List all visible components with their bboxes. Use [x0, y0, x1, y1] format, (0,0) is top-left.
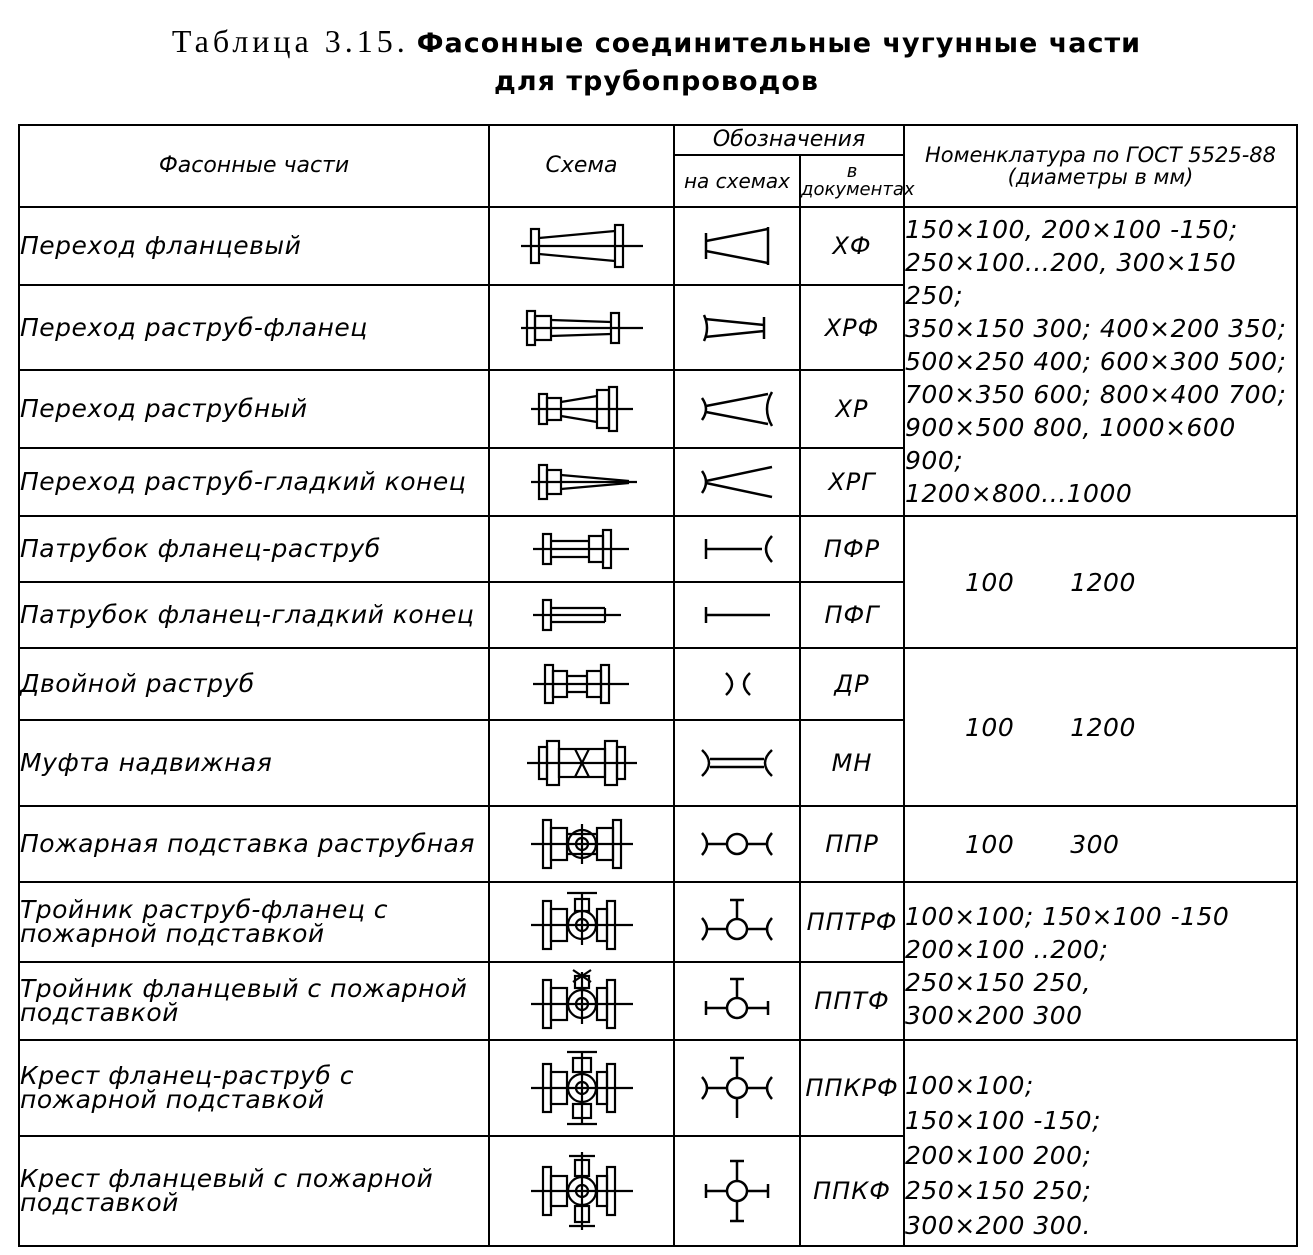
- scheme-cell: [489, 1040, 674, 1136]
- sliding-coupling-diagram: [517, 735, 647, 791]
- nomenclature-to: 300: [1070, 829, 1120, 859]
- flange-spigot-pipe-symbol: [692, 590, 782, 640]
- header-designations: Обозначения: [674, 125, 904, 155]
- row-name: Тройник фланцевый с пожарной подставкой: [19, 962, 489, 1040]
- nomenclature-group-6: [904, 1040, 1297, 1246]
- nomenclature-line: 300×200 300.: [905, 1210, 1092, 1240]
- title-line-1: Фасонные соединительные чугунные части: [416, 28, 1142, 59]
- row-name: Тройник раструб-фланец с пожарной подставкой: [19, 882, 489, 962]
- row-name: Крест фланец-раструб с пожарной подставкой: [19, 1040, 489, 1136]
- row-name: Патрубок фланец-раструб: [19, 516, 489, 582]
- row-code: ПФР: [800, 516, 904, 582]
- symbol-cell: [674, 962, 800, 1040]
- flange-socket-pipe-symbol: [692, 524, 782, 574]
- flanged-reducer-symbol: [692, 221, 782, 271]
- scheme-cell: [489, 1136, 674, 1246]
- header-scheme: Схема: [489, 125, 674, 207]
- scheme-cell: [489, 648, 674, 720]
- symbol-cell: [674, 448, 800, 516]
- fire-hydrant-socket-stand-symbol: [692, 819, 782, 869]
- symbol-cell: [674, 207, 800, 285]
- nomenclature-line: 200×100 200;: [905, 1140, 1092, 1170]
- socket-reducer-diagram: [517, 384, 647, 434]
- scheme-cell: [489, 806, 674, 882]
- scheme-cell: [489, 582, 674, 648]
- row-name: Пожарная подставка раструбная: [19, 806, 489, 882]
- symbol-cell: [674, 582, 800, 648]
- socket-flange-tee-fire-stand-symbol: [692, 892, 782, 952]
- table-title: [0, 22, 1313, 101]
- scheme-cell: [489, 962, 674, 1040]
- row-name: Переход раструб-гладкий конец: [19, 448, 489, 516]
- row-name: Переход раструбный: [19, 370, 489, 448]
- nomenclature-group-2: [904, 516, 1297, 648]
- symbol-cell: [674, 882, 800, 962]
- header-on-schemes: на схемах: [674, 155, 800, 207]
- header-parts: Фасонные части: [19, 125, 489, 207]
- flange-socket-pipe-diagram: [517, 524, 647, 574]
- scheme-cell: [489, 882, 674, 962]
- header-nomenclature: Номенклатура по ГОСТ 5525-88 (диаметры в мм): [904, 125, 1297, 207]
- double-socket-symbol: [692, 659, 782, 709]
- flanged-cross-fire-stand-symbol: [692, 1151, 782, 1231]
- sliding-coupling-symbol: [692, 738, 782, 788]
- scheme-cell: [489, 285, 674, 370]
- symbol-cell: [674, 720, 800, 806]
- nomenclature-line: 150×100, 200×100 -150;: [905, 215, 1238, 244]
- flanged-tee-fire-stand-diagram: [517, 968, 647, 1034]
- nomenclature-line: 250×150 250,: [905, 968, 1092, 997]
- socket-flange-tee-fire-stand-diagram: [517, 889, 647, 955]
- socket-reducer-symbol: [692, 384, 782, 434]
- row-code: ХФ: [800, 207, 904, 285]
- row-code: ППТФ: [800, 962, 904, 1040]
- nomenclature-line: 250×150 250;: [905, 1175, 1092, 1205]
- flanged-reducer-diagram: [517, 221, 647, 271]
- fittings-table: [18, 124, 1298, 1247]
- symbol-cell: [674, 806, 800, 882]
- fire-hydrant-socket-stand-diagram: [517, 814, 647, 874]
- nomenclature-group-4: [904, 806, 1297, 882]
- row-code: ХР: [800, 370, 904, 448]
- symbol-cell: [674, 648, 800, 720]
- header-in-documents: в документах: [800, 155, 904, 207]
- row-code: ХРФ: [800, 285, 904, 370]
- row-name: Переход фланцевый: [19, 207, 489, 285]
- nomenclature-to: 1200: [1070, 567, 1136, 597]
- row-code: ППТРФ: [800, 882, 904, 962]
- scheme-cell: [489, 207, 674, 285]
- nomenclature-line: 350×150 300; 400×200 350;: [905, 314, 1287, 343]
- double-socket-diagram: [517, 659, 647, 709]
- nomenclature-line: 100×100; 150×100 -150: [905, 902, 1230, 931]
- row-name: Муфта надвижная: [19, 720, 489, 806]
- scheme-cell: [489, 448, 674, 516]
- nomenclature-line: 900×500 800, 1000×600 900;: [905, 413, 1236, 475]
- row-code: ППКРФ: [800, 1040, 904, 1136]
- flanged-tee-fire-stand-symbol: [692, 971, 782, 1031]
- table-number: Таблица 3.15.: [171, 23, 409, 59]
- socket-flange-cross-fire-stand-symbol: [692, 1050, 782, 1126]
- title-line-2: для трубопроводов: [494, 66, 819, 97]
- nomenclature-group-3: [904, 648, 1297, 806]
- nomenclature-from: 100: [965, 567, 1015, 597]
- nomenclature-line: 150×100 -150;: [905, 1105, 1102, 1135]
- row-name: Крест фланцевый с пожарной подставкой: [19, 1136, 489, 1246]
- flange-spigot-pipe-diagram: [517, 590, 647, 640]
- row-code: ППКФ: [800, 1136, 904, 1246]
- socket-flange-cross-fire-stand-diagram: [517, 1048, 647, 1128]
- nomenclature-group-5: [904, 882, 1297, 1040]
- row-code: ДР: [800, 648, 904, 720]
- symbol-cell: [674, 285, 800, 370]
- nomenclature-line: 300×200 300: [905, 1001, 1083, 1030]
- symbol-cell: [674, 370, 800, 448]
- flanged-cross-fire-stand-diagram: [517, 1148, 647, 1234]
- nomenclature-to: 1200: [1070, 712, 1136, 742]
- row-code: МН: [800, 720, 904, 806]
- row-name: Патрубок фланец-гладкий конец: [19, 582, 489, 648]
- symbol-cell: [674, 516, 800, 582]
- row-code: ПФГ: [800, 582, 904, 648]
- symbol-cell: [674, 1136, 800, 1246]
- nomenclature-line: 100×100;: [905, 1070, 1034, 1100]
- scheme-cell: [489, 516, 674, 582]
- row-name: Переход раструб-фланец: [19, 285, 489, 370]
- symbol-cell: [674, 1040, 800, 1136]
- socket-flange-reducer-diagram: [517, 303, 647, 353]
- row-code: ХРГ: [800, 448, 904, 516]
- socket-flange-reducer-symbol: [692, 303, 782, 353]
- nomenclature-line: 1200×800...1000: [905, 479, 1133, 508]
- nomenclature-group-1: [904, 207, 1297, 516]
- row-code: ППР: [800, 806, 904, 882]
- row-name: Двойной раструб: [19, 648, 489, 720]
- scheme-cell: [489, 720, 674, 806]
- nomenclature-line: 500×250 400; 600×300 500;: [905, 347, 1287, 376]
- socket-spigot-reducer-diagram: [517, 457, 647, 507]
- nomenclature-from: 100: [965, 829, 1015, 859]
- socket-spigot-reducer-symbol: [692, 457, 782, 507]
- nomenclature-line: 200×100 ..200;: [905, 935, 1109, 964]
- nomenclature-from: 100: [965, 712, 1015, 742]
- nomenclature-line: 700×350 600; 800×400 700;: [905, 380, 1287, 409]
- scheme-cell: [489, 370, 674, 448]
- nomenclature-line: 250×100...200, 300×150 250;: [905, 248, 1237, 310]
